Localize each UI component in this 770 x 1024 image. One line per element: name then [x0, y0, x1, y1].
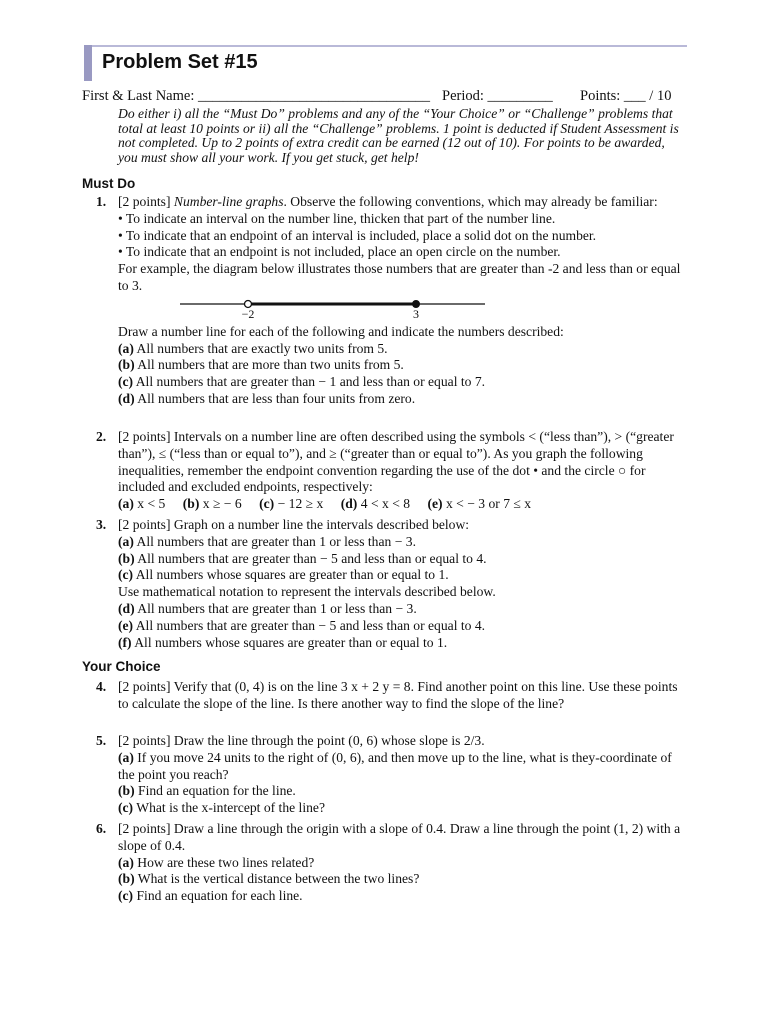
problem-number: 4. — [96, 679, 107, 694]
name-field-label: First & Last Name: ________________________________ — [82, 88, 430, 104]
title-rule — [84, 45, 687, 47]
problem-3-lead: [2 points] Graph on a number line the intervals described below: — [118, 517, 470, 532]
part-item: (c) All numbers whose squares are greater than or equal to 1. — [118, 567, 449, 583]
problem-2-text: [2 points] Intervals on a number line are often described using the symbols < (“less than”), > (“greater than”), ≤ (“less than or equal to”), and ≥ (“greater than or equal to”). As you graph the following inequalities, remember the endpoint convention regarding the use of the dot • and the circle ○ for included and excluded endpoints, respectively: — [118, 429, 674, 495]
part-item: (a) If you move 24 units to the right of (0, 6), and then move up to the line, what is they-coordinate of the point you reach? — [118, 749, 672, 782]
problem-2 — [82, 429, 682, 513]
problem-1-topic: Number-line graphs — [173, 194, 284, 209]
part-item: (a) All numbers that are greater than 1 or less than − 3. — [118, 533, 416, 549]
part-item: (c) Find an equation for each line. — [118, 888, 303, 904]
problem-number: 2. — [96, 429, 107, 444]
part-item: (c) All numbers that are greater than − 1 and less than or equal to 7. — [118, 374, 486, 390]
period-field-label: Period: _________ — [442, 88, 553, 104]
bullet-item: • To indicate that an endpoint of an interval is included, place a solid dot on the number. — [118, 227, 597, 243]
part-item: (d) All numbers that are less than four units from zero. — [118, 390, 416, 406]
bullet-item: • To indicate that an endpoint is not included, place an open circle on the number. — [118, 244, 561, 260]
number-line-label-right: 3 — [413, 306, 419, 321]
problem-6-lead: [2 points] Draw a line through the origin with a slope of 0.4. Draw a line through the point (1, 2) with a slope of 0.4. — [118, 821, 681, 853]
problem-1 — [82, 194, 682, 408]
part-item: (b) All numbers that are greater than − 5 and less than or equal to 4. — [118, 550, 487, 566]
problem-3-mid: Use mathematical notation to represent the intervals described below. — [118, 584, 496, 600]
part-item: (b) Find an equation for the line. — [118, 783, 296, 799]
part-item: (c) What is the x-intercept of the line? — [118, 800, 325, 816]
inequality-list: (a) x < 5 (b) x ≥ − 6 (c) − 12 ≥ x (d) 4 < x < 8 (e) x < − 3 or 7 ≤ x — [118, 496, 532, 512]
part-item: (a) All numbers that are exactly two units from 5. — [118, 340, 388, 356]
instructions-paragraph: Do either i) all the “Must Do” problems and any of the “Your Choice” or “Challenge” problems that total at least 10 points or ii) all the “Challenge” problems. 1 point is deducted if Student Assessment is not completed. Up to 2 points of extra credit can be earned (12 out of 10). For points to be awarded, you must show all your work. If you get stuck, get help! — [118, 106, 679, 165]
points-field-label: Points: ___ / 10 — [580, 88, 672, 104]
part-item: (b) All numbers that are more than two units from 5. — [118, 357, 404, 373]
problem-5-lead: [2 points] Draw the line through the point (0, 6) whose slope is 2/3. — [118, 733, 485, 748]
part-item: (a) How are these two lines related? — [118, 854, 315, 870]
part-item: (d) All numbers that are greater than 1 or less than − 3. — [118, 600, 417, 616]
problem-3 — [82, 517, 682, 651]
part-item: (e) All numbers that are greater than − 5 and less than or equal to 4. — [118, 617, 486, 633]
problem-number: 1. — [96, 194, 107, 209]
title-bar — [84, 45, 687, 81]
number-line-label-left: −2 — [241, 306, 255, 321]
part-item: (b) What is the vertical distance between the two lines? — [118, 871, 420, 887]
problem-4 — [82, 679, 682, 713]
page-title: Problem Set #15 — [102, 51, 258, 73]
problem-number: 6. — [96, 821, 107, 836]
problem-number: 3. — [96, 517, 107, 532]
section-heading-your-choice: Your Choice — [82, 659, 161, 674]
title-accent-bar — [84, 45, 92, 81]
problem-number: 5. — [96, 733, 107, 748]
part-item: (f) All numbers whose squares are greater than or equal to 1. — [118, 634, 448, 650]
problem-1-prompt: Draw a number line for each of the following and indicate the numbers described: — [118, 323, 564, 339]
section-heading-must-do: Must Do — [82, 176, 136, 191]
problem-5 — [82, 733, 682, 817]
problem-6 — [82, 821, 682, 905]
example-text: For example, the diagram below illustrates those numbers that are greater than -2 and less than or equal to 3. — [118, 261, 681, 293]
problem-1-intro: [2 points] Number-line graphs. Observe the following conventions, which may already be familiar: — [118, 194, 658, 209]
problem-4-text: [2 points] Verify that (0, 4) is on the line 3 x + 2 y = 8. Find another point on this line. Use these points to calculate the slope of the line. Is there another way to find the slope of the line? — [118, 679, 678, 711]
bullet-item: • To indicate an interval on the number line, thicken that part of the number line. — [118, 210, 556, 226]
example-number-line — [180, 298, 490, 322]
